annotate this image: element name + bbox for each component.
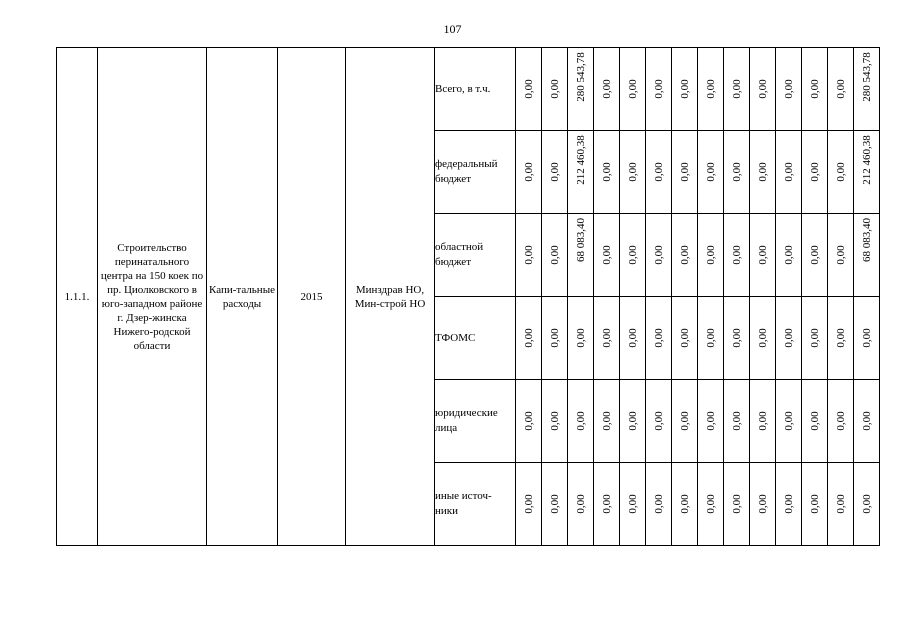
value-cell [724,48,750,131]
value-text: 68 083,40 [574,218,587,262]
value-cell [620,214,646,297]
value-text: 0,00 [834,494,847,514]
value-cell [516,297,542,380]
value-text: 0,00 [522,245,535,265]
value-text: 0,00 [730,79,743,99]
value-text: 0,00 [834,328,847,348]
value-text: 0,00 [782,245,795,265]
value-text: 0,00 [548,411,561,431]
value-text: 0,00 [522,162,535,182]
value-text: 0,00 [730,328,743,348]
value-text: 0,00 [704,162,717,182]
value-cell [828,380,854,463]
value-cell [594,214,620,297]
value-text: 0,00 [704,411,717,431]
value-text: 0,00 [600,328,613,348]
value-cell [750,463,776,546]
value-text: 0,00 [600,162,613,182]
value-cell [854,48,880,131]
value-cell [672,380,698,463]
value-cell [802,131,828,214]
value-text: 0,00 [860,411,873,431]
value-text: 0,00 [782,411,795,431]
value-text: 0,00 [652,328,665,348]
value-text: 68 083,40 [860,218,873,262]
value-cell [516,48,542,131]
value-text: 0,00 [704,328,717,348]
value-text: 0,00 [522,79,535,99]
value-text: 0,00 [548,79,561,99]
value-text: 0,00 [730,494,743,514]
measure-name: Строительство перинатального центра на 150 коек по пр. Циолковского в юго-западном районе г. Дзер-жинска Нижего-родской области [98,48,207,546]
value-cell [516,131,542,214]
value-cell [698,380,724,463]
value-cell [542,380,568,463]
value-cell [672,463,698,546]
value-cell [568,48,594,131]
funding-source [435,297,516,380]
value-cell [542,48,568,131]
value-text: 0,00 [808,245,821,265]
value-cell [802,48,828,131]
funding-source-label: федеральный бюджет [435,158,498,185]
value-text: 212 460,38 [860,135,873,185]
value-cell [646,131,672,214]
value-text: 0,00 [678,328,691,348]
value-text: 0,00 [652,411,665,431]
funding-source [435,463,516,546]
value-cell [828,48,854,131]
value-text: 0,00 [574,494,587,514]
value-text: 0,00 [834,411,847,431]
value-text: 0,00 [678,494,691,514]
value-cell [646,48,672,131]
value-cell [542,297,568,380]
value-cell [594,131,620,214]
value-text: 0,00 [626,328,639,348]
value-cell [776,131,802,214]
funding-source [435,380,516,463]
value-text: 0,00 [652,494,665,514]
value-cell [828,214,854,297]
value-cell [698,463,724,546]
value-cell [594,297,620,380]
value-cell [776,297,802,380]
value-text: 0,00 [678,162,691,182]
value-text: 0,00 [626,245,639,265]
value-cell [620,463,646,546]
value-text: 0,00 [756,79,769,99]
value-cell [646,297,672,380]
value-text: 0,00 [808,328,821,348]
value-text: 0,00 [652,79,665,99]
value-text: 0,00 [574,328,587,348]
value-text: 0,00 [756,328,769,348]
value-text: 0,00 [704,245,717,265]
value-cell [672,297,698,380]
value-text: 0,00 [626,162,639,182]
value-cell [854,214,880,297]
funding-source [435,214,516,297]
value-text: 0,00 [756,494,769,514]
value-text: 0,00 [860,494,873,514]
value-text: 0,00 [548,162,561,182]
value-cell [802,297,828,380]
value-cell [620,131,646,214]
value-text: 0,00 [626,494,639,514]
value-cell [620,297,646,380]
value-text: 0,00 [730,245,743,265]
value-text: 0,00 [600,494,613,514]
value-cell [542,131,568,214]
value-cell [750,297,776,380]
value-cell [854,380,880,463]
funding-table-body [57,48,880,546]
value-cell [854,297,880,380]
value-cell [594,380,620,463]
value-cell [672,214,698,297]
value-cell [698,48,724,131]
funding-source-label: областной бюджет [435,241,484,268]
value-text: 0,00 [756,245,769,265]
value-text: 0,00 [704,79,717,99]
responsible-executors: Минздрав НО, Мин-строй НО [346,48,435,546]
value-cell [802,214,828,297]
implementation-year: 2015 [278,48,346,546]
value-text: 0,00 [600,245,613,265]
table-row [57,48,880,131]
value-cell [750,214,776,297]
value-text: 0,00 [834,79,847,99]
value-cell [724,463,750,546]
funding-source [435,131,516,214]
value-text: 0,00 [782,328,795,348]
value-cell [516,380,542,463]
value-cell [724,380,750,463]
value-cell [750,380,776,463]
value-cell [646,463,672,546]
value-text: 0,00 [782,162,795,182]
expense-category: Капи-тальные расходы [207,48,278,546]
funding-source-label: Всего, в т.ч. [435,82,491,95]
value-text: 0,00 [574,411,587,431]
value-text: 0,00 [548,245,561,265]
value-text: 0,00 [756,411,769,431]
value-cell [698,214,724,297]
value-text: 0,00 [834,245,847,265]
value-cell [542,214,568,297]
value-cell [568,131,594,214]
value-cell [854,463,880,546]
value-cell [568,297,594,380]
value-text: 0,00 [782,79,795,99]
value-cell [516,214,542,297]
value-cell [620,380,646,463]
value-cell [542,463,568,546]
value-text: 0,00 [808,162,821,182]
value-text: 0,00 [808,411,821,431]
value-cell [776,463,802,546]
value-text: 0,00 [808,494,821,514]
value-cell [568,214,594,297]
value-text: 280 543,78 [860,52,873,102]
value-text: 0,00 [626,411,639,431]
value-cell [698,131,724,214]
value-cell [802,463,828,546]
value-text: 0,00 [730,411,743,431]
value-text: 0,00 [548,328,561,348]
value-text: 0,00 [626,79,639,99]
value-cell [828,297,854,380]
value-cell [672,131,698,214]
funding-source [435,48,516,131]
value-text: 0,00 [678,245,691,265]
value-cell [672,48,698,131]
value-text: 0,00 [704,494,717,514]
value-cell [828,131,854,214]
value-text: 212 460,38 [574,135,587,185]
value-cell [646,214,672,297]
value-cell [568,380,594,463]
value-cell [776,380,802,463]
value-text: 0,00 [756,162,769,182]
funding-source-label: юридические лица [435,407,498,434]
value-text: 0,00 [652,245,665,265]
value-cell [698,297,724,380]
value-text: 0,00 [678,79,691,99]
value-cell [750,48,776,131]
value-text: 0,00 [730,162,743,182]
value-text: 0,00 [522,411,535,431]
value-cell [646,380,672,463]
value-text: 0,00 [860,328,873,348]
value-cell [776,214,802,297]
value-cell [776,48,802,131]
value-cell [568,463,594,546]
funding-source-label: иные источ- ники [435,490,492,517]
value-cell [802,380,828,463]
value-text: 0,00 [808,79,821,99]
value-text: 0,00 [522,328,535,348]
value-cell [750,131,776,214]
page-number: 107 [443,22,462,36]
value-cell [594,48,620,131]
value-text: 0,00 [678,411,691,431]
value-cell [724,131,750,214]
value-text: 0,00 [652,162,665,182]
value-cell [724,297,750,380]
row-number: 1.1.1. [57,48,98,546]
value-cell [620,48,646,131]
value-text: 0,00 [834,162,847,182]
value-cell [828,463,854,546]
funding-table [56,47,880,546]
funding-source-label: ТФОМС [435,331,476,344]
value-text: 0,00 [548,494,561,514]
value-text: 0,00 [600,79,613,99]
value-text: 0,00 [782,494,795,514]
value-text: 0,00 [600,411,613,431]
value-cell [724,214,750,297]
value-text: 280 543,78 [574,52,587,102]
value-text: 0,00 [522,494,535,514]
value-cell [854,131,880,214]
value-cell [594,463,620,546]
value-cell [516,463,542,546]
